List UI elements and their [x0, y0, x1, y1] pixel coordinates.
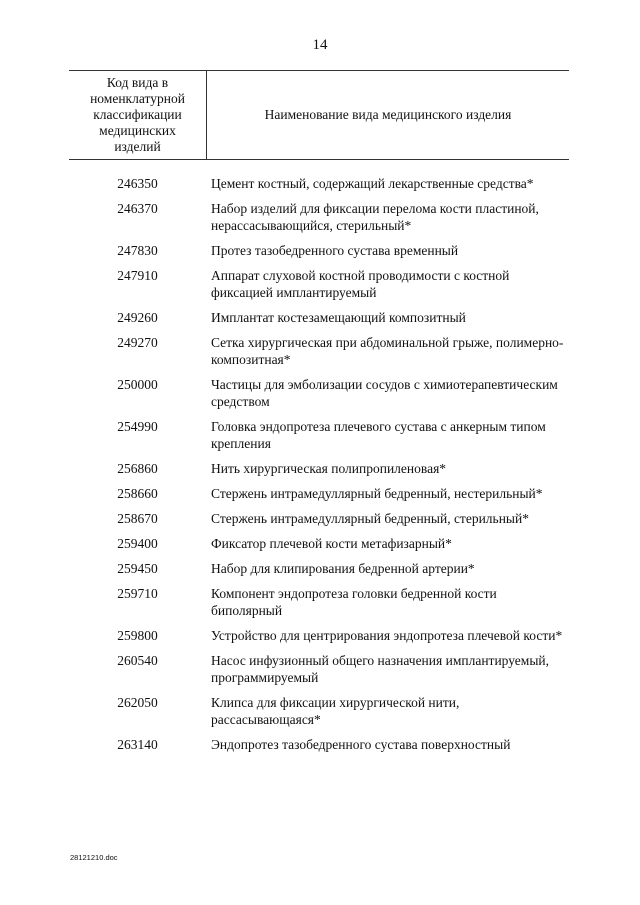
row-name: Компонент эндопротеза головки бедренной кости биполярный — [211, 586, 497, 618]
row-code: 260540 — [117, 653, 158, 668]
table-row — [69, 510, 569, 527]
table-row — [69, 267, 569, 301]
table-row — [69, 585, 569, 619]
row-code: 258670 — [117, 511, 158, 526]
row-name: Частицы для эмболизации сосудов с химиотерапевтическим средством — [211, 377, 558, 409]
row-name: Головка эндопротеза плечевого сустава с анкерным типом крепления — [211, 419, 546, 451]
row-name: Насос инфузионный общего назначения имплантируемый, программируемый — [211, 653, 550, 685]
header-name-column: Наименование вида медицинского изделия — [264, 107, 512, 122]
row-name: Стержень интрамедуллярный бедренный, нестерильный* — [211, 486, 543, 501]
row-code: 259450 — [117, 561, 158, 576]
row-name: Стержень интрамедуллярный бедренный, стерильный* — [211, 511, 529, 526]
row-name: Набор изделий для фиксации перелома кости пластиной, нерассасывающийся, стерильный* — [211, 201, 539, 233]
table-row — [69, 334, 569, 368]
row-code: 247830 — [117, 243, 158, 258]
row-name: Протез тазобедренного сустава временный — [211, 243, 459, 258]
table-row — [69, 627, 569, 644]
row-code: 263140 — [117, 737, 158, 752]
row-code: 246370 — [117, 201, 158, 216]
table-row — [69, 652, 569, 686]
table-row — [69, 309, 569, 326]
classification-table — [69, 70, 569, 752]
row-code: 246350 — [117, 176, 158, 191]
table-row — [69, 460, 569, 477]
row-code: 249260 — [117, 310, 158, 325]
row-name: Фиксатор плечевой кости метафизарный* — [211, 536, 452, 551]
row-code: 254990 — [117, 419, 158, 434]
row-code: 259710 — [117, 586, 158, 601]
table-row — [69, 736, 569, 753]
row-name: Набор для клипирования бедренной артерии* — [211, 561, 475, 576]
table-row — [69, 694, 569, 728]
table-body — [69, 175, 569, 761]
row-code: 256860 — [117, 461, 158, 476]
table-header — [69, 70, 569, 160]
table-row — [69, 376, 569, 410]
table-row — [69, 175, 569, 192]
row-code: 262050 — [117, 695, 158, 710]
table-row — [69, 200, 569, 234]
page-number: 14 — [312, 37, 328, 53]
row-name: Эндопротез тазобедренного сустава поверхностный — [211, 737, 511, 752]
row-name: Аппарат слуховой костной проводимости с костной фиксацией имплантируемый — [211, 268, 510, 300]
footer-filename: 28121210.doc — [70, 853, 118, 862]
row-code: 249270 — [117, 335, 158, 350]
header-code-column: Код вида в номенклатурной классификации медицинских изделий — [69, 71, 207, 159]
row-code: 258660 — [117, 486, 158, 501]
row-code: 250000 — [117, 377, 158, 392]
row-code: 259800 — [117, 628, 158, 643]
table-row — [69, 485, 569, 502]
row-name: Цемент костный, содержащий лекарственные средства* — [211, 176, 534, 191]
table-row — [69, 560, 569, 577]
row-name: Устройство для центрирования эндопротеза плечевой кости* — [211, 628, 563, 643]
row-name: Сетка хирургическая при абдоминальной грыже, полимерно-композитная* — [211, 335, 564, 367]
row-name: Клипса для фиксации хирургической нити, рассасывающаяся* — [211, 695, 460, 727]
row-code: 247910 — [117, 268, 158, 283]
table-row — [69, 242, 569, 259]
row-code: 259400 — [117, 536, 158, 551]
table-row — [69, 418, 569, 452]
row-name: Имплантат костезамещающий композитный — [211, 310, 466, 325]
table-row — [69, 535, 569, 552]
row-name: Нить хирургическая полипропиленовая* — [211, 461, 447, 476]
